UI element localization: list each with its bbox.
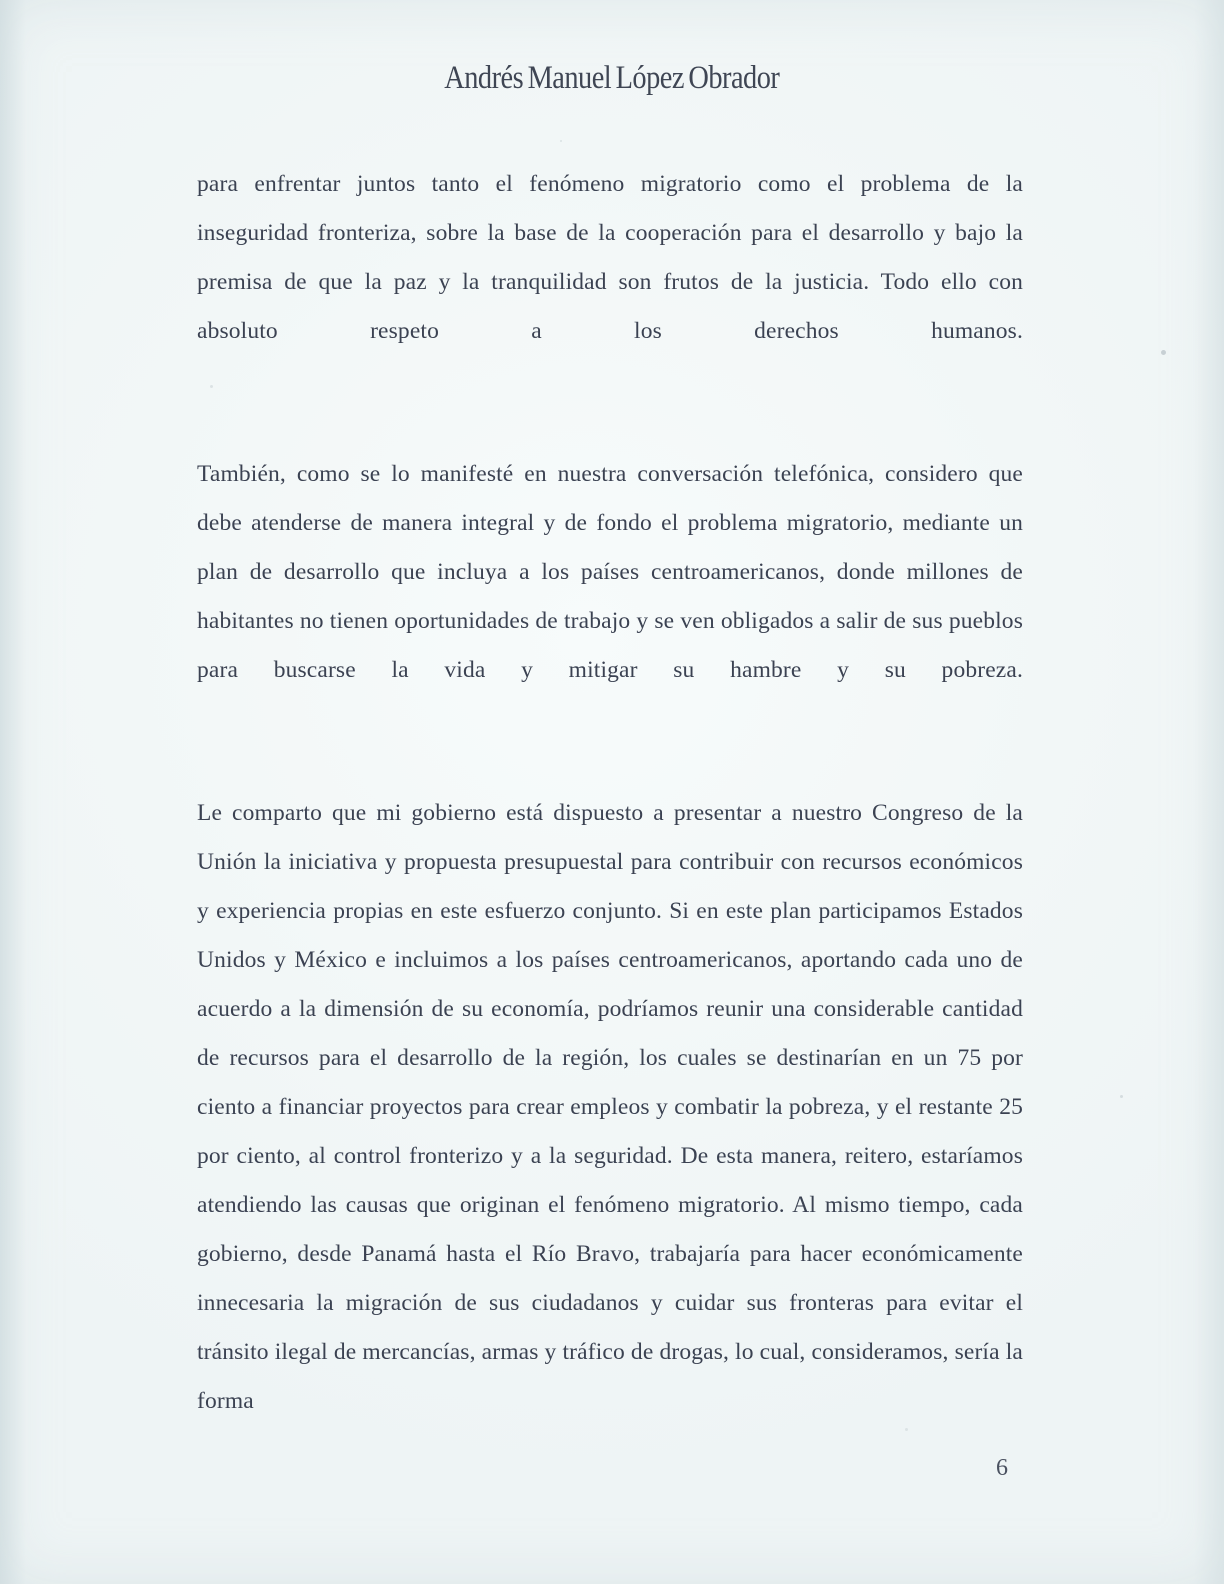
scan-right-edge-shading (1194, 0, 1224, 1584)
body-paragraph: para enfrentar juntos tanto el fenómeno migratorio como el problema de la inseguridad fronteriza, sobre la base de la cooperación para el desarrollo y bajo la premisa de que la paz y la tranquilidad son frutos de la justicia. Todo ello con absoluto respeto a los derechos humanos. (197, 171, 1023, 344)
scan-speck-artifact (1161, 350, 1166, 355)
scan-speck-artifact (560, 140, 562, 142)
letter-body (197, 160, 1023, 1475)
header-author-name: Andrés Manuel López Obrador (444, 60, 780, 96)
page-header (0, 60, 1224, 96)
page-number: 6 (996, 1455, 1008, 1481)
scan-speck-artifact (1120, 1095, 1123, 1098)
body-paragraph: Le comparto que mi gobierno está dispuesto a presentar a nuestro Congreso de la Unión la iniciativa y propuesta presupuestal para contribuir con recursos económicos y experiencia propias en este esfuerzo conjunto. Si en este plan participamos Estados Unidos y México e incluimos a los países centroamericanos, aportando cada uno de acuerdo a la dimensión de su economía, podríamos reunir una considerable cantidad de recursos para el desarrollo de la región, los cuales se destinarían en un 75 por ciento a financiar proyectos para crear empleos y combatir la pobreza, y el restante 25 por ciento, al control fronterizo y a la seguridad. De esta manera, reitero, estaríamos atendiendo las causas que originan el fenómeno migratorio. Al mismo tiempo, cada gobierno, desde Panamá hasta el Río Bravo, trabajaría para hacer económicamente innecesaria la migración de sus ciudadanos y cuidar sus fronteras para evitar el tránsito ilegal de mercancías, armas y tráfico de drogas, lo cual, consideramos, sería la forma (197, 800, 1023, 1414)
scan-gutter-shading (0, 0, 26, 1584)
body-paragraph: También, como se lo manifesté en nuestra conversación telefónica, considero que debe atenderse de manera integral y de fondo el problema migratorio, mediante un plan de desarrollo que incluya a los países centroamericanos, donde millones de habitantes no tienen oportunidades de trabajo y se ven obligados a salir de sus pueblos para buscarse la vida y mitigar su hambre y su pobreza. (197, 461, 1023, 683)
